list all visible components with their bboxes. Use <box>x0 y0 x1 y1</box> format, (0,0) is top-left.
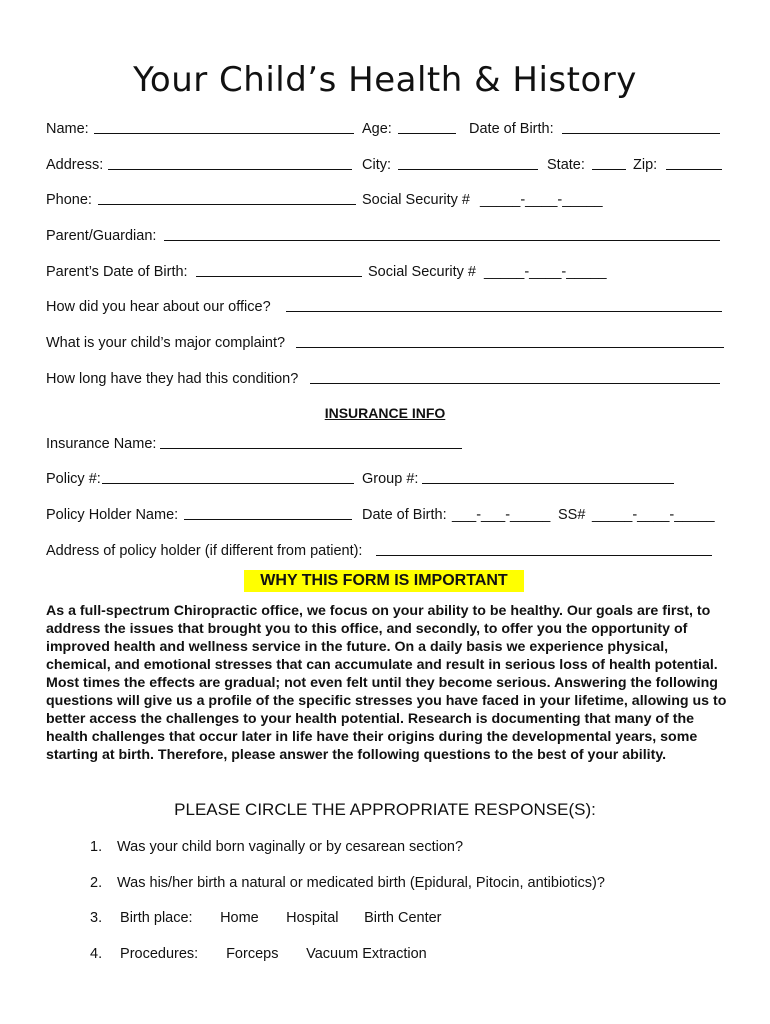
dob-input[interactable] <box>562 120 720 134</box>
option-home[interactable]: Home <box>220 910 259 926</box>
group-label: Group #: <box>362 471 419 487</box>
circle-heading: PLEASE CIRCLE THE APPROPRIATE RESPONSE(S): <box>174 800 596 819</box>
zip-label: Zip: <box>633 157 658 173</box>
question-2 <box>90 875 605 891</box>
ssn-input[interactable]: _____-____-_____ <box>480 192 603 208</box>
why-paragraph: As a full-spectrum Chiropractic office, we focus on your ability to be healthy. Our goals are first, to address the issues that brought you to this office, and secondly, to offer you the opportunity of improved health and wellness service in the future. On a daily basis we experience physical, chemical, and emotional stresses that can accumulate and result in serious loss of health potential. Most times the effects are gradual; not even felt until they become serious. Answering the following questions will give us a profile of the specific stresses you have faced in your lifetime, allowing us to better access the challenges to your health potential. Research is documenting that many of the health challenges that occur later in life have their origins during the developmental years, some starting at birth. Therefore, please answer the following questions to the best of your ability. <box>46 603 727 763</box>
question-4-label: Procedures: <box>120 946 199 962</box>
holder-label: Policy Holder Name: <box>46 507 179 523</box>
state-label: State: <box>547 157 585 173</box>
name-input[interactable] <box>94 120 354 134</box>
policy-label: Policy #: <box>46 471 101 487</box>
holder-dob-label: Date of Birth: <box>362 507 447 523</box>
parent-ssn-input[interactable]: _____-____-_____ <box>484 264 607 280</box>
option-forceps[interactable]: Forceps <box>226 946 279 962</box>
holder-input[interactable] <box>184 506 352 520</box>
question-3-label: Birth place: <box>120 910 193 926</box>
question-1-number: 1. <box>90 839 103 855</box>
question-3-number: 3. <box>90 910 103 926</box>
insurance-name-input[interactable] <box>160 435 462 449</box>
question-4-number: 4. <box>90 946 103 962</box>
address-label: Address: <box>46 157 104 173</box>
holder-dob-input[interactable]: ___-___-_____ <box>452 507 551 523</box>
guardian-label: Parent/Guardian: <box>46 228 157 244</box>
complaint-label: What is your child’s major complaint? <box>46 335 286 351</box>
holder-address-label: Address of policy holder (if different from patient): <box>46 543 363 559</box>
how-long-label: How long have they had this condition? <box>46 371 299 387</box>
parent-dob-input[interactable] <box>196 263 362 277</box>
state-input[interactable] <box>592 156 626 170</box>
option-hospital[interactable]: Hospital <box>286 910 339 926</box>
zip-input[interactable] <box>666 156 722 170</box>
why-heading: WHY THIS FORM IS IMPORTANT <box>244 570 524 592</box>
age-input[interactable] <box>398 120 456 134</box>
holder-address-input[interactable] <box>376 542 712 556</box>
policy-input[interactable] <box>102 470 354 484</box>
complaint-input[interactable] <box>296 334 724 348</box>
option-vacuum-extraction[interactable]: Vacuum Extraction <box>306 946 427 962</box>
name-label: Name: <box>46 121 89 137</box>
insurance-name-label: Insurance Name: <box>46 436 157 452</box>
dob-label: Date of Birth: <box>469 121 554 137</box>
how-long-input[interactable] <box>310 370 720 384</box>
question-1 <box>90 839 463 855</box>
holder-ss-label: SS# <box>558 507 586 523</box>
form-title: Your Child’s Health & History <box>133 60 637 100</box>
guardian-input[interactable] <box>164 227 720 241</box>
insurance-heading: INSURANCE INFO <box>324 405 446 421</box>
address-input[interactable] <box>108 156 352 170</box>
city-input[interactable] <box>398 156 538 170</box>
parent-ssn-label: Social Security # <box>368 264 476 280</box>
age-label: Age: <box>362 121 392 137</box>
option-birth-center[interactable]: Birth Center <box>364 910 442 926</box>
parent-dob-label: Parent’s Date of Birth: <box>46 264 188 280</box>
question-3 <box>90 910 442 926</box>
city-label: City: <box>362 157 391 173</box>
ssn-label: Social Security # <box>362 192 470 208</box>
holder-ss-input[interactable]: _____-____-_____ <box>592 507 715 523</box>
group-input[interactable] <box>422 470 674 484</box>
question-2-text: Was his/her birth a natural or medicated birth (Epidural, Pitocin, antibiotics)? <box>117 875 605 891</box>
question-1-text: Was your child born vaginally or by cesarean section? <box>117 839 464 855</box>
hear-label: How did you hear about our office? <box>46 299 271 315</box>
phone-label: Phone: <box>46 192 92 208</box>
question-2-number: 2. <box>90 875 103 891</box>
phone-input[interactable] <box>98 191 356 205</box>
question-4 <box>90 946 427 962</box>
hear-input[interactable] <box>286 298 722 312</box>
